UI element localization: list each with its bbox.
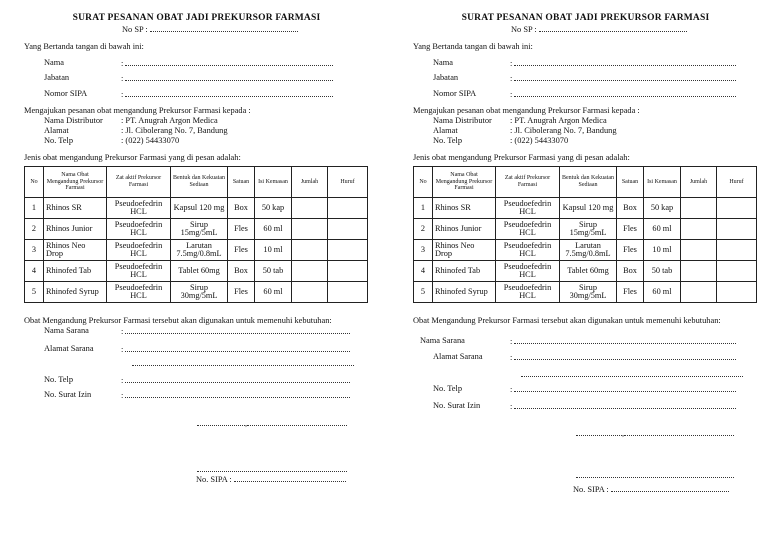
cell-zat: Pseudoefedrin HCL <box>496 240 560 261</box>
distributor-name-label: Nama Distributor <box>44 116 103 125</box>
cell-bentuk: Sirup 30mg/5mL <box>171 282 228 303</box>
facility-address-label: Alamat Sarana <box>433 352 483 361</box>
distributor-name-label: Nama Distributor <box>433 116 492 125</box>
cell-no: 3 <box>25 240 44 261</box>
table-row <box>25 198 368 219</box>
cell-no: 4 <box>414 261 433 282</box>
place-date-field[interactable]: , <box>197 418 347 429</box>
table-row <box>25 240 368 261</box>
header-jumlah: Jumlah <box>292 167 328 198</box>
facility-license-label: No. Surat Izin <box>433 401 481 410</box>
facility-address-field[interactable]: : <box>121 344 350 355</box>
cell-jumlah[interactable] <box>681 198 717 219</box>
cell-isi: 60 ml <box>644 219 681 240</box>
facility-name-label: Nama Sarana <box>420 336 465 345</box>
cell-no: 2 <box>414 219 433 240</box>
cell-zat: Pseudoefedrin HCL <box>107 198 171 219</box>
order-table <box>24 166 368 303</box>
cell-satuan: Box <box>228 198 255 219</box>
cell-jumlah[interactable] <box>292 240 328 261</box>
header-nama-obat: Nama Obat Mengandung Prekursor Farmasi <box>44 167 107 198</box>
header-zat-aktif: Zat aktif Prekursor Farmasi <box>107 167 171 198</box>
table-row <box>414 219 757 240</box>
facility-license-field[interactable]: : <box>121 390 350 401</box>
intro-text: Yang Bertanda tangan di bawah ini: <box>24 42 144 51</box>
cell-bentuk: Tablet 60mg <box>560 261 617 282</box>
cell-huruf[interactable] <box>328 240 368 261</box>
distributor-address-value: : Jl. Cibolerang No. 7, Bandung <box>121 126 228 135</box>
no-sp-label: No SP : <box>511 25 537 34</box>
sipa-line <box>573 484 729 495</box>
header-satuan: Satuan <box>617 167 644 198</box>
signer-sipa-label: Nomor SIPA <box>433 89 477 98</box>
cell-nama: Rhinofed Tab <box>433 261 496 282</box>
distributor-address-label: Alamat <box>433 126 458 135</box>
no-sp-line <box>511 24 687 35</box>
cell-nama: Rhinofed Tab <box>44 261 107 282</box>
cell-bentuk: Sirup 15mg/5mL <box>171 219 228 240</box>
cell-zat: Pseudoefedrin HCL <box>496 219 560 240</box>
cell-huruf[interactable] <box>328 198 368 219</box>
cell-huruf[interactable] <box>717 240 757 261</box>
distributor-address-value: : Jl. Cibolerang No. 7, Bandung <box>510 126 617 135</box>
sipa-field[interactable] <box>234 474 346 482</box>
cell-zat: Pseudoefedrin HCL <box>496 261 560 282</box>
header-bentuk: Bentuk dan Kekuatan Sediaan <box>560 167 617 198</box>
cell-nama: Rhinos Junior <box>44 219 107 240</box>
cell-isi: 60 ml <box>255 282 292 303</box>
sipa-field[interactable] <box>611 484 729 492</box>
cell-nama: Rhinofed Syrup <box>433 282 496 303</box>
facility-phone-label: No. Telp <box>433 384 463 393</box>
cell-bentuk: Tablet 60mg <box>171 261 228 282</box>
header-bentuk: Bentuk dan Kekuatan Sediaan <box>171 167 228 198</box>
cell-isi: 50 tab <box>644 261 681 282</box>
header-no: No <box>414 167 433 198</box>
cell-zat: Pseudoefedrin HCL <box>107 261 171 282</box>
facility-name-label: Nama Sarana <box>44 326 89 335</box>
table-row <box>414 240 757 261</box>
cell-isi: 50 tab <box>255 261 292 282</box>
place-date-field[interactable]: , <box>576 428 734 439</box>
cell-nama: Rhinos Junior <box>433 219 496 240</box>
facility-phone-field[interactable]: : <box>121 375 350 386</box>
facility-license-field[interactable]: : <box>510 401 736 412</box>
order-table <box>413 166 757 303</box>
cell-bentuk: Larutan 7.5mg/0.8mL <box>171 240 228 261</box>
cell-huruf[interactable] <box>717 198 757 219</box>
cell-jumlah[interactable] <box>681 240 717 261</box>
cell-nama: Rhinos SR <box>433 198 496 219</box>
cell-huruf[interactable] <box>717 219 757 240</box>
submit-text: Mengajukan pesanan obat mengandung Prekursor Farmasi kepada : <box>413 106 640 115</box>
signer-sipa-field[interactable]: : <box>510 89 736 100</box>
no-sp-field[interactable] <box>150 24 298 32</box>
cell-nama: Rhinos Neo Drop <box>433 240 496 261</box>
cell-satuan: Fles <box>617 240 644 261</box>
cell-zat: Pseudoefedrin HCL <box>107 240 171 261</box>
cell-satuan: Box <box>228 261 255 282</box>
cell-jumlah[interactable] <box>681 282 717 303</box>
facility-name-field[interactable]: : <box>510 336 736 347</box>
cell-nama: Rhinofed Syrup <box>44 282 107 303</box>
cell-satuan: Fles <box>617 282 644 303</box>
cell-zat: Pseudoefedrin HCL <box>107 219 171 240</box>
cell-huruf[interactable] <box>328 219 368 240</box>
cell-isi: 10 ml <box>644 240 681 261</box>
form-title: SURAT PESANAN OBAT JADI PREKURSOR FARMASI <box>461 13 710 23</box>
facility-name-field[interactable]: : <box>121 326 350 337</box>
header-isi: Isi Kemasan <box>255 167 292 198</box>
signer-name-label: Nama <box>433 58 453 67</box>
facility-phone-label: No. Telp <box>44 375 74 384</box>
cell-no: 4 <box>25 261 44 282</box>
cell-isi: 50 kap <box>255 198 292 219</box>
distributor-name-value: : PT. Anugrah Argon Medica <box>510 116 607 125</box>
purpose-text: Obat Mengandung Prekursor Farmasi tersebut akan digunakan untuk memenuhi kebutuhan: <box>24 316 332 325</box>
signer-position-field[interactable]: : <box>510 73 736 84</box>
signer-position-field[interactable]: : <box>121 73 333 84</box>
cell-no: 2 <box>25 219 44 240</box>
cell-isi: 50 kap <box>644 198 681 219</box>
cell-jumlah[interactable] <box>292 261 328 282</box>
signer-position-label: Jabatan <box>44 73 70 82</box>
table-caption: Jenis obat mengandung Prekursor Farmasi yang di pesan adalah: <box>24 153 241 162</box>
no-sp-field[interactable] <box>539 24 687 32</box>
facility-address-field-line2[interactable] <box>521 369 743 380</box>
signature-field[interactable] <box>576 470 734 481</box>
sipa-line <box>196 474 346 485</box>
cell-no: 3 <box>414 240 433 261</box>
intro-text: Yang Bertanda tangan di bawah ini: <box>413 42 533 51</box>
cell-isi: 60 ml <box>255 219 292 240</box>
cell-bentuk: Larutan 7.5mg/0.8mL <box>560 240 617 261</box>
table-row <box>414 261 757 282</box>
distributor-phone-label: No. Telp <box>44 136 74 145</box>
cell-nama: Rhinos SR <box>44 198 107 219</box>
distributor-phone-value: : (022) 54433070 <box>510 136 569 145</box>
submit-text: Mengajukan pesanan obat mengandung Prekursor Farmasi kepada : <box>24 106 251 115</box>
table-row <box>414 198 757 219</box>
cell-no: 1 <box>25 198 44 219</box>
order-form-left <box>24 0 369 543</box>
order-form-right <box>413 0 758 543</box>
header-huruf: Huruf <box>717 167 757 198</box>
no-sp-line <box>122 24 298 35</box>
facility-address-field[interactable]: : <box>510 352 736 363</box>
table-row <box>414 282 757 303</box>
header-zat-aktif: Zat aktif Prekursor Farmasi <box>496 167 560 198</box>
cell-satuan: Fles <box>228 219 255 240</box>
no-sp-label: No SP : <box>122 25 148 34</box>
cell-zat: Pseudoefedrin HCL <box>107 282 171 303</box>
table-row <box>25 261 368 282</box>
header-nama-obat: Nama Obat Mengandung Prekursor Farmasi <box>433 167 496 198</box>
cell-bentuk: Kapsul 120 mg <box>560 198 617 219</box>
cell-bentuk: Kapsul 120 mg <box>171 198 228 219</box>
signer-name-field[interactable]: : <box>510 58 736 69</box>
facility-license-label: No. Surat Izin <box>44 390 92 399</box>
cell-isi: 10 ml <box>255 240 292 261</box>
facility-phone-field[interactable]: : <box>510 384 736 395</box>
cell-bentuk: Sirup 30mg/5mL <box>560 282 617 303</box>
cell-jumlah[interactable] <box>292 198 328 219</box>
cell-satuan: Box <box>617 261 644 282</box>
distributor-name-value: : PT. Anugrah Argon Medica <box>121 116 218 125</box>
cell-huruf[interactable] <box>717 282 757 303</box>
signer-name-label: Nama <box>44 58 64 67</box>
signer-name-field[interactable]: : <box>121 58 333 69</box>
table-header-row <box>25 167 368 198</box>
header-huruf: Huruf <box>328 167 368 198</box>
cell-jumlah[interactable] <box>292 219 328 240</box>
cell-satuan: Fles <box>617 219 644 240</box>
cell-no: 1 <box>414 198 433 219</box>
cell-no: 5 <box>25 282 44 303</box>
cell-nama: Rhinos Neo Drop <box>44 240 107 261</box>
header-isi: Isi Kemasan <box>644 167 681 198</box>
facility-address-field-line2[interactable] <box>132 358 354 369</box>
table-caption: Jenis obat mengandung Prekursor Farmasi yang di pesan adalah: <box>413 153 630 162</box>
signer-sipa-field[interactable]: : <box>121 89 333 100</box>
cell-zat: Pseudoefedrin HCL <box>496 198 560 219</box>
cell-huruf[interactable] <box>328 282 368 303</box>
cell-jumlah[interactable] <box>681 219 717 240</box>
table-row <box>25 282 368 303</box>
cell-jumlah[interactable] <box>681 261 717 282</box>
cell-huruf[interactable] <box>328 261 368 282</box>
cell-satuan: Box <box>617 198 644 219</box>
header-jumlah: Jumlah <box>681 167 717 198</box>
distributor-phone-value: : (022) 54433070 <box>121 136 180 145</box>
signer-position-label: Jabatan <box>433 73 459 82</box>
cell-satuan: Fles <box>228 282 255 303</box>
table-row <box>25 219 368 240</box>
cell-bentuk: Sirup 15mg/5mL <box>560 219 617 240</box>
sipa-label: No. SIPA : <box>573 485 609 494</box>
purpose-text: Obat Mengandung Prekursor Farmasi tersebut akan digunakan untuk memenuhi kebutuhan: <box>413 316 721 325</box>
cell-isi: 60 ml <box>644 282 681 303</box>
form-title: SURAT PESANAN OBAT JADI PREKURSOR FARMASI <box>72 13 321 23</box>
cell-huruf[interactable] <box>717 261 757 282</box>
table-header-row <box>414 167 757 198</box>
header-no: No <box>25 167 44 198</box>
cell-zat: Pseudoefedrin HCL <box>496 282 560 303</box>
signer-sipa-label: Nomor SIPA <box>44 89 88 98</box>
facility-address-label: Alamat Sarana <box>44 344 94 353</box>
sipa-label: No. SIPA : <box>196 475 232 484</box>
distributor-address-label: Alamat <box>44 126 69 135</box>
cell-jumlah[interactable] <box>292 282 328 303</box>
header-satuan: Satuan <box>228 167 255 198</box>
cell-no: 5 <box>414 282 433 303</box>
distributor-phone-label: No. Telp <box>433 136 463 145</box>
cell-satuan: Fles <box>228 240 255 261</box>
